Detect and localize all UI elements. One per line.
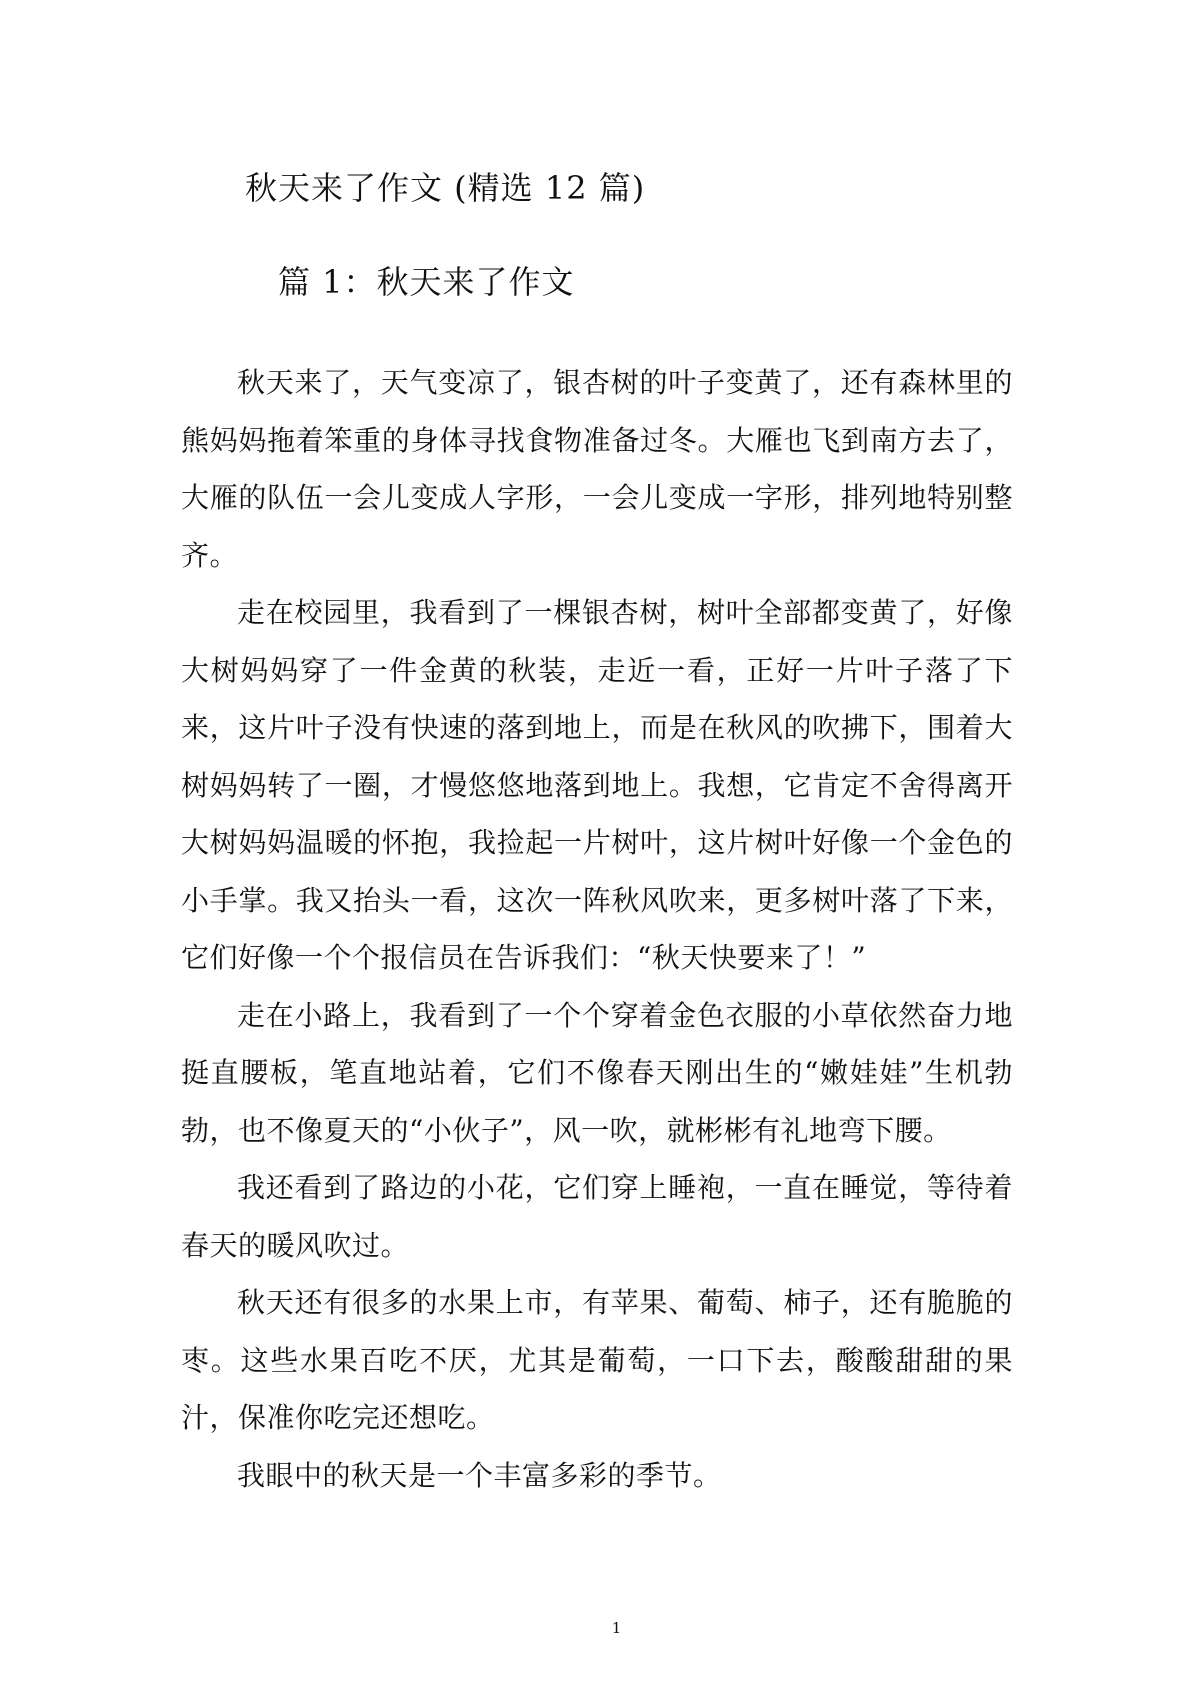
paragraph-3: 走在小路上，我看到了一个个穿着金色衣服的小草依然奋力地挺直腰板，笔直地站着，它们不像春天刚出生的“嫩娃娃”生机勃勃，也不像夏天的“小伙子”，风一吹，就彬彬有礼地弯下腰。	[181, 998, 1013, 1147]
paragraph-5: 秋天还有很多的水果上市，有苹果、葡萄、柿子，还有脆脆的枣。这些水果百吃不厌，尤其是葡萄，一口下去，酸酸甜甜的果汁，保准你吃完还想吃。	[181, 1286, 1013, 1434]
paragraph-4: 我还看到了路边的小花，它们穿上睡袍，一直在睡觉，等待着春天的暖风吹过。	[181, 1171, 1013, 1262]
paragraph-6: 我眼中的秋天是一个丰富多彩的季节。	[237, 1458, 722, 1492]
article-body	[181, 354, 1013, 1504]
section-heading: 篇 1：秋天来了作文	[278, 263, 575, 301]
document-title: 秋天来了作文 (精选 12 篇)	[245, 169, 646, 207]
paragraph-1: 秋天来了，天气变凉了，银杏树的叶子变黄了，还有森林里的熊妈妈拖着笨重的身体寻找食物准备过冬。大雁也飞到南方去了，大雁的队伍一会儿变成人字形，一会儿变成一字形，排列地特别整齐。	[181, 366, 1013, 572]
paragraph-2: 走在校园里，我看到了一棵银杏树，树叶全部都变黄了，好像大树妈妈穿了一件金黄的秋装，走近一看，正好一片叶子落了下来，这片叶子没有快速的落到地上，而是在秋风的吹拂下，围着大树妈妈转了一圈，才慢悠悠地落到地上。我想，它肯定不舍得离开大树妈妈温暖的怀抱，我捡起一片树叶，这片树叶好像一个金色的小手掌。我又抬头一看，这次一阵秋风吹来，更多树叶落了下来，它们好像一个个报信员在告诉我们：“秋天快要来了！”	[181, 596, 1013, 974]
page-number: 1	[611, 1619, 622, 1637]
